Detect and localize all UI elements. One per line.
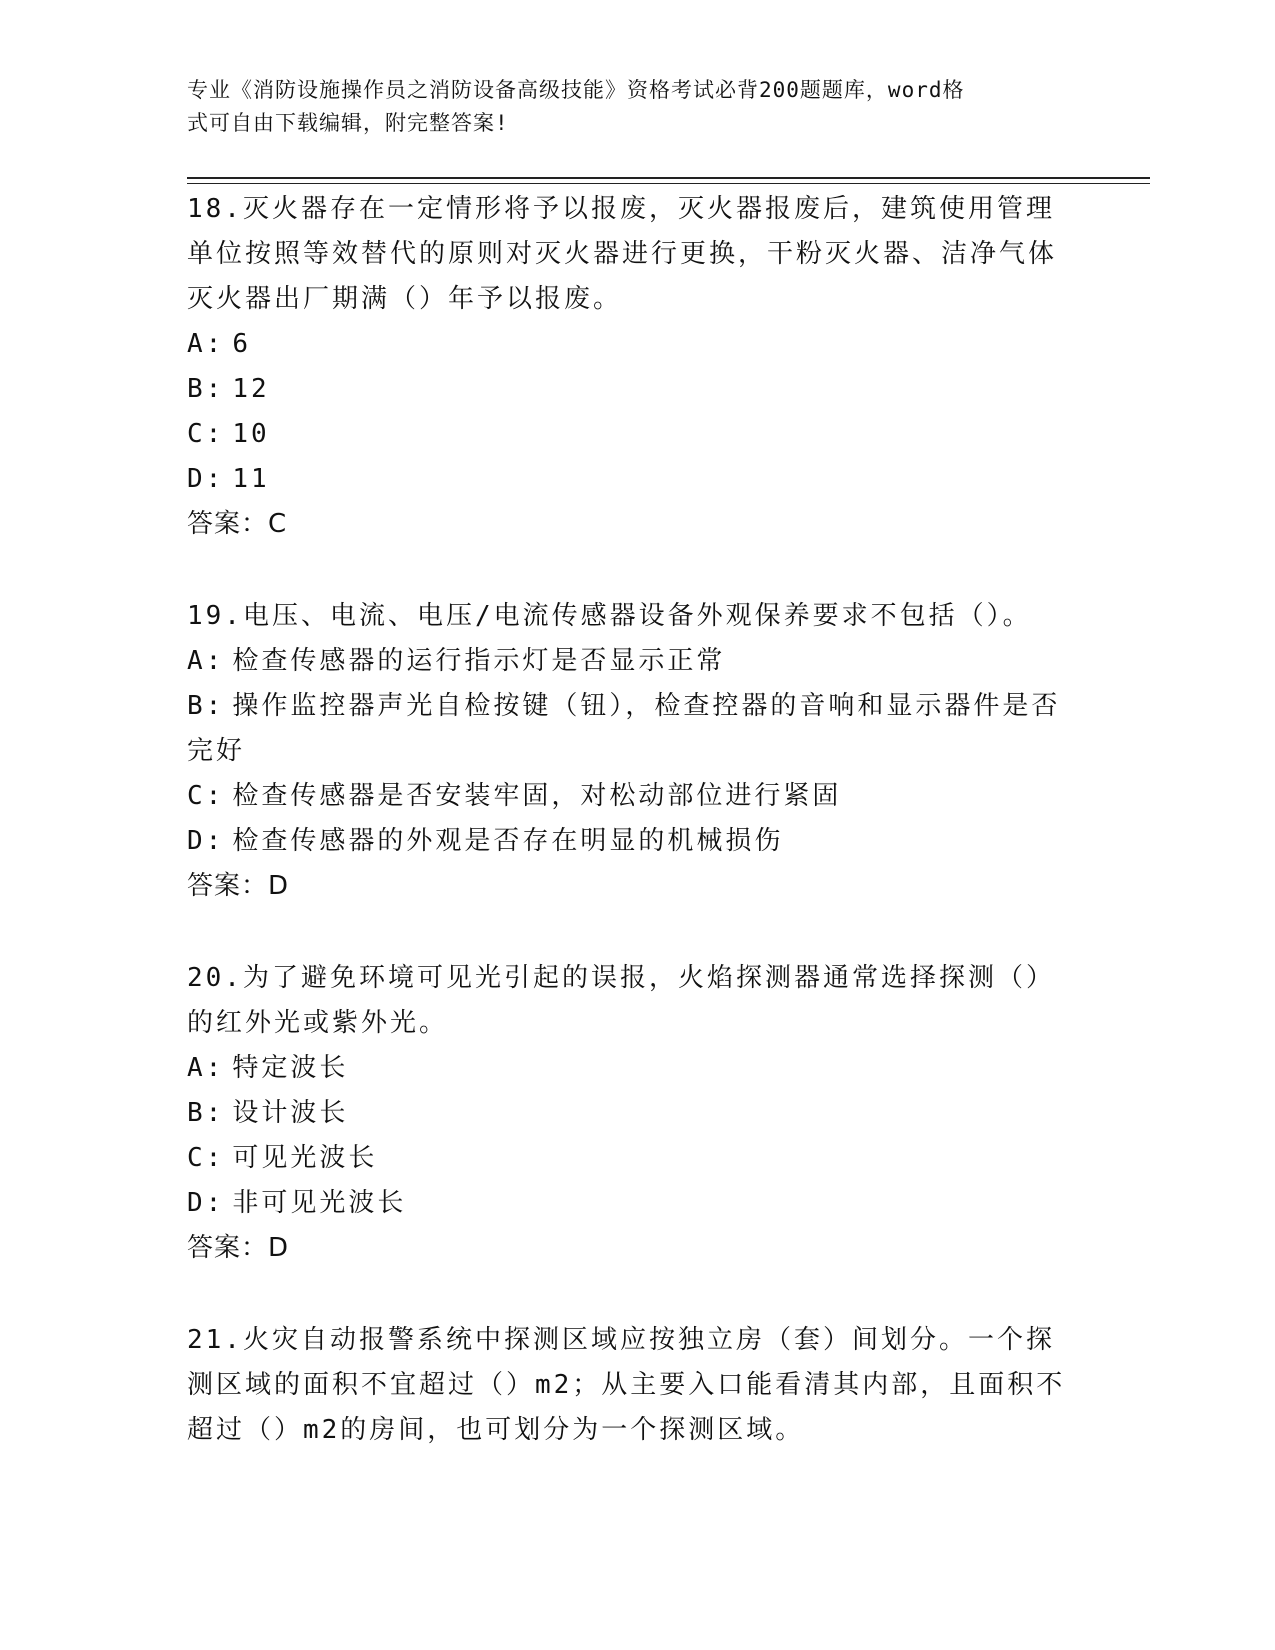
option-text: 特定波长 <box>232 1053 349 1083</box>
option-key: C: <box>187 1143 225 1173</box>
question-stem: 21.火灾自动报警系统中探测区域应按独立房（套）间划分。一个探测区域的面积不宜超过（）m2；从主要入口能看清其内部，且面积不超过（）m2的房间，也可划分为一个探测区域。 <box>187 1325 1066 1445</box>
question-20 <box>187 956 1067 1271</box>
option-text: 操作监控器声光自检按键（钮），检查控器的音响和显示器件是否完好 <box>187 691 1061 766</box>
option-key: D: <box>187 1188 225 1218</box>
option-b <box>187 684 1067 774</box>
option-d <box>187 819 1067 864</box>
option-key: D: <box>187 826 225 856</box>
option-c <box>187 1136 1067 1181</box>
question-19 <box>187 594 1067 909</box>
option-b <box>187 367 1067 412</box>
option-c <box>187 774 1067 819</box>
option-key: A: <box>187 329 225 359</box>
question-21 <box>187 1318 1067 1453</box>
option-c <box>187 412 1067 457</box>
answer: 答案：C <box>187 509 288 539</box>
answer: 答案：D <box>187 1233 290 1263</box>
question-list <box>187 187 1067 1500</box>
option-key: B: <box>187 374 225 404</box>
option-a <box>187 1046 1067 1091</box>
question-stem: 19.电压、电流、电压/电流传感器设备外观保养要求不包括（）。 <box>187 601 1032 631</box>
option-d <box>187 1181 1067 1226</box>
option-text: 设计波长 <box>232 1098 349 1128</box>
option-b <box>187 1091 1067 1136</box>
option-text: 检查传感器的运行指示灯是否显示正常 <box>232 646 726 676</box>
option-text: 6 <box>232 329 251 359</box>
option-a <box>187 322 1067 367</box>
answer: 答案：D <box>187 871 290 901</box>
option-key: C: <box>187 781 225 811</box>
header-line-1: 专业《消防设施操作员之消防设备高级技能》资格考试必背200题题库，word格 <box>187 78 965 102</box>
question-18 <box>187 187 1067 547</box>
option-key: A: <box>187 646 225 676</box>
option-d <box>187 457 1067 502</box>
option-a <box>187 639 1067 684</box>
option-key: B: <box>187 1098 225 1128</box>
option-text: 可见光波长 <box>232 1143 378 1173</box>
option-text: 12 <box>232 374 270 404</box>
question-stem: 18.灭火器存在一定情形将予以报废，灭火器报废后，建筑使用管理单位按照等效替代的原则对灭火器进行更换，干粉灭火器、洁净气体灭火器出厂期满（）年予以报废。 <box>187 194 1058 314</box>
option-key: B: <box>187 691 225 721</box>
option-text: 检查传感器是否安装牢固，对松动部位进行紧固 <box>232 781 842 811</box>
page-header <box>187 74 1067 140</box>
option-text: 非可见光波长 <box>232 1188 407 1218</box>
question-stem: 20.为了避免环境可见光引起的误报，火焰探测器通常选择探测（）的红外光或紫外光。 <box>187 963 1055 1038</box>
option-key: A: <box>187 1053 225 1083</box>
option-text: 11 <box>232 464 270 494</box>
header-rule-thick <box>187 177 1150 179</box>
option-key: C: <box>187 419 225 449</box>
header-line-2: 式可自由下载编辑，附完整答案! <box>187 111 509 135</box>
option-text: 检查传感器的外观是否存在明显的机械损伤 <box>232 826 784 856</box>
option-key: D: <box>187 464 225 494</box>
option-text: 10 <box>232 419 270 449</box>
header-rule-thin <box>187 183 1150 184</box>
